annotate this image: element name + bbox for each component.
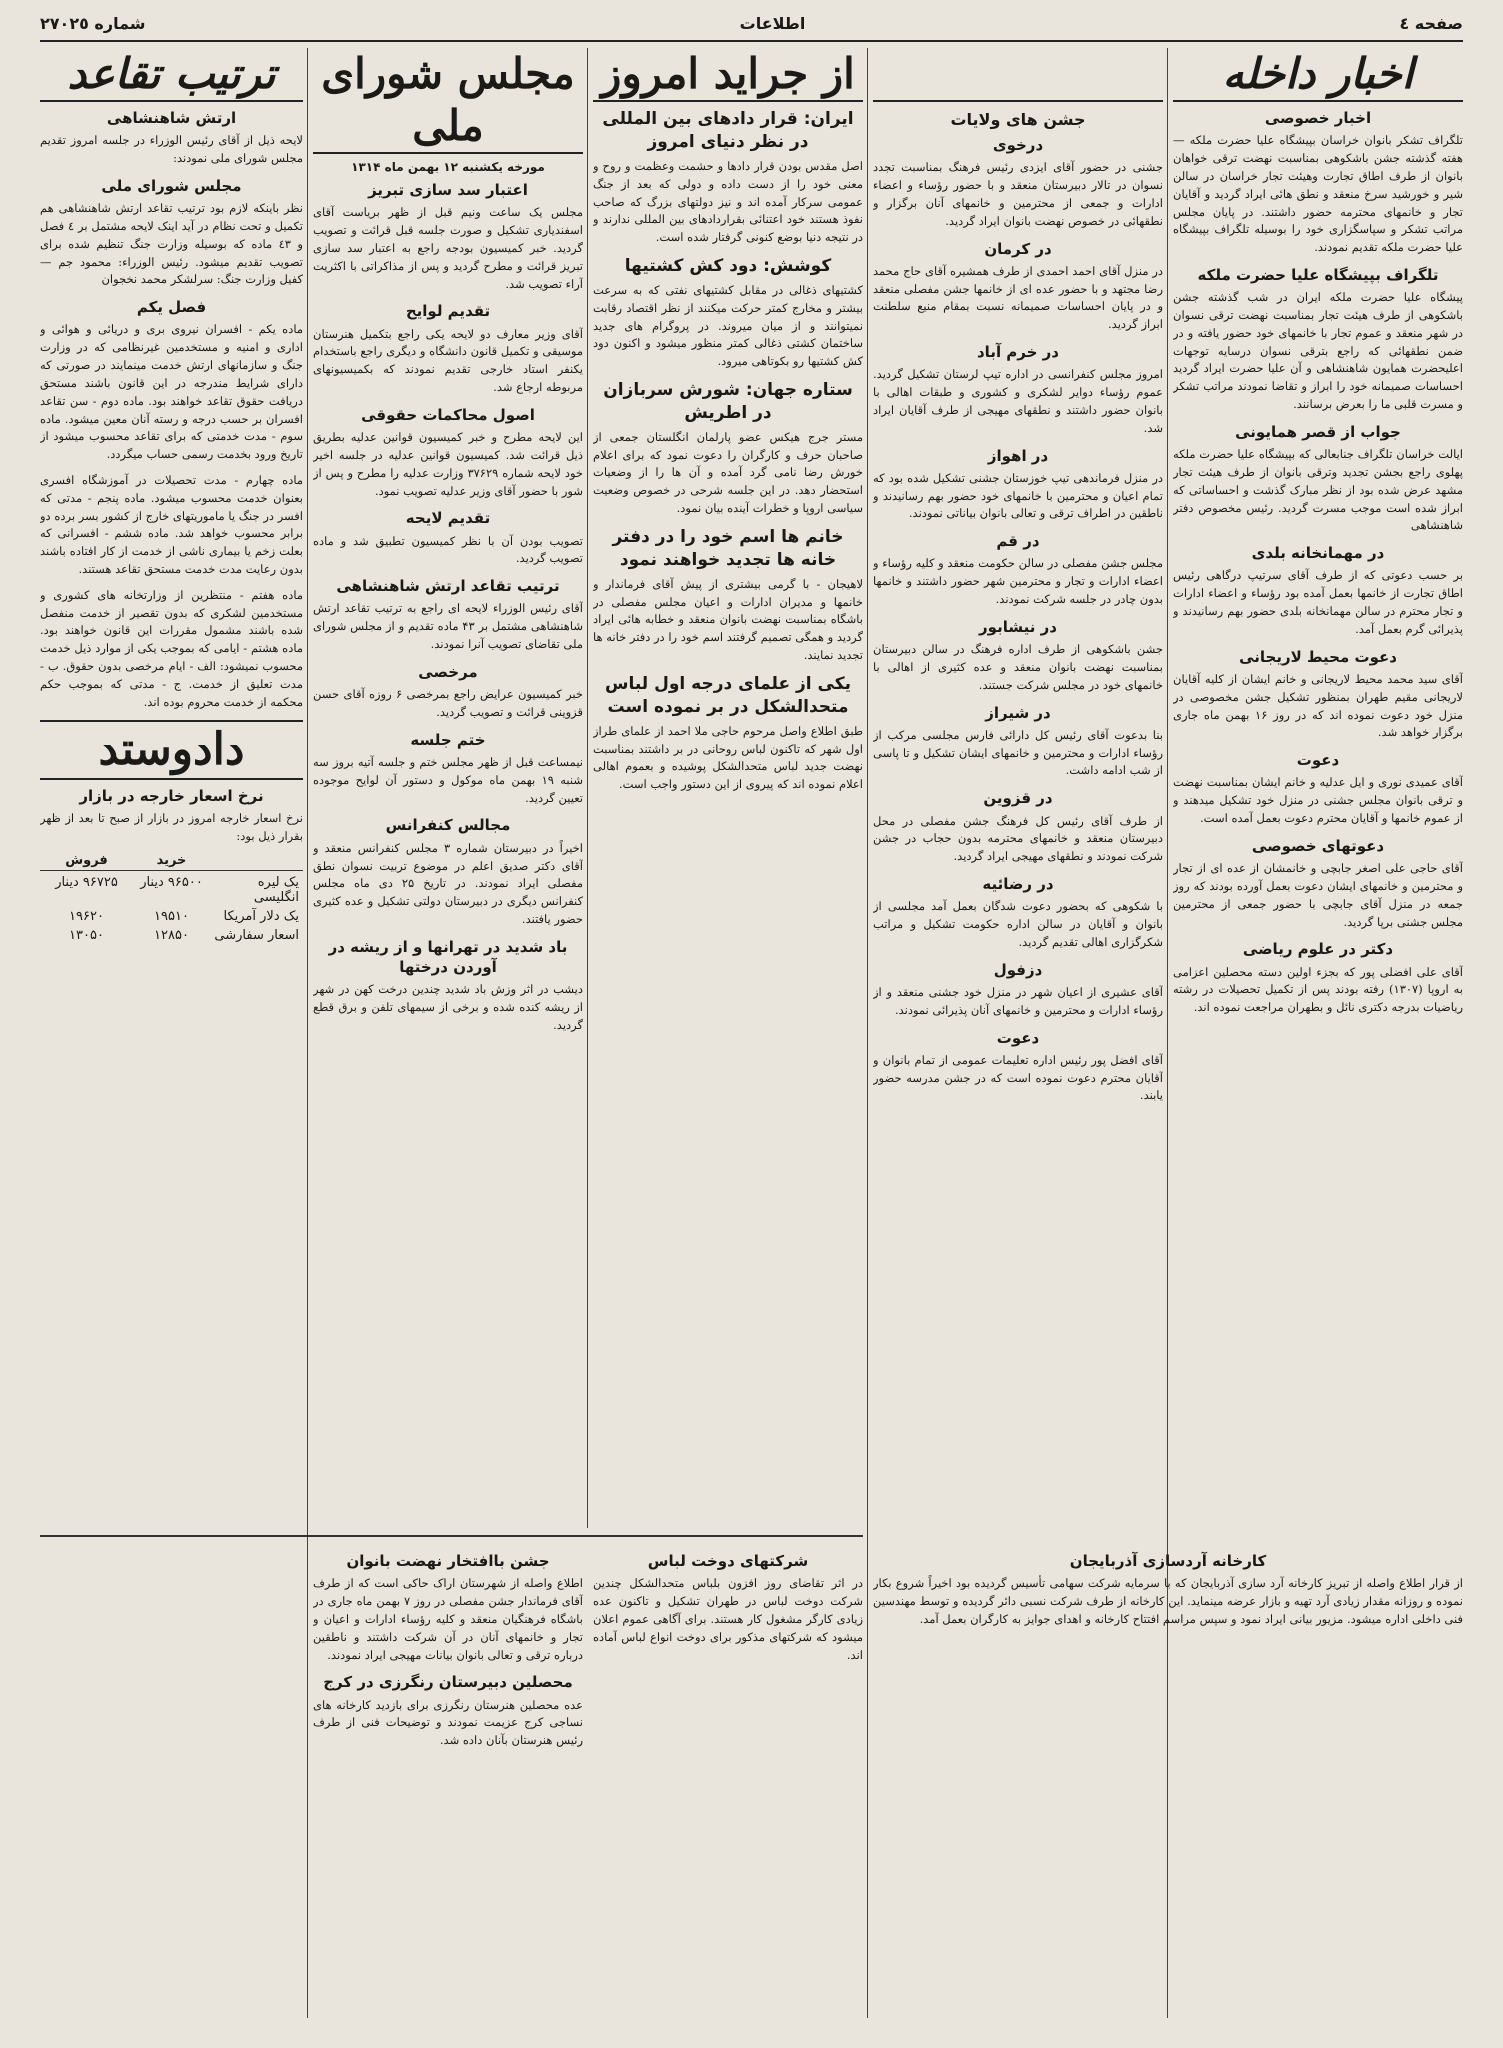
- column-jarayed: [593, 48, 863, 1528]
- article: [593, 255, 863, 371]
- article-title: تلگراف بپیشگاه علیا حضرت ملکه: [1197, 265, 1439, 284]
- article-title: جشن باافتخار نهضت بانوان: [346, 1552, 550, 1570]
- article-title: دعوت: [1296, 751, 1340, 770]
- paper-name: اطلاعات: [739, 13, 806, 33]
- article: [593, 379, 863, 518]
- article: [40, 587, 303, 712]
- column-velayat: [873, 104, 1163, 1528]
- article-title: مرخصی: [418, 662, 478, 681]
- article-body: مستر جرج هیکس عضو پارلمان انگلستان جمعی از صاحبان حرف و کارگران را دعوت نمود که برای اعلام خورش رضا نامی گرد آمده و آن ها را از وضعیات استحضار دهد. در این جلسه شرحی در خصوص وضعیت سیاسی اروپا و خطرات آینده بیان نمود.: [593, 429, 863, 516]
- article-body: ماده چهارم - مدت تحصیلات در آموزشگاه افسری بعنوان خدمت محسوب میشود. ماده پنجم - مدتی که افسر در جنگ یا ماموریتهای خارج از کشور بسر برده دو برابر محسوب خواهد شد. ماده ششم - افسرانی که بعلت زخم یا بیماری ناشی از خدمت از کار افتاده باشند بدون رعایت مدت خدمت مستحق تقاعد هستند.: [40, 472, 303, 576]
- article-title: ارتش شاهنشاهی: [106, 109, 237, 127]
- article-title: ایران: قرار دادهای بین المللی در نظر دنیای امروز: [602, 109, 854, 152]
- article-body: اطلاع واصله از شهرستان اراک حاکی است که از طرف آقای فرماندار جشن مفصلی در روز ۷ بهمن ماه جاری در باشگاه فرهنگیان منعقد و کلیه رؤساء ادارات و اعیان و تجار و خانمهای آنان در آن شرکت داشتند و ناطقین درباره ترقی و تعالی بانوان بیانات مهیجی ایراد نمودند.: [313, 1576, 583, 1662]
- article-title: در قم: [996, 532, 1040, 551]
- rate-buy: ۹۶۵۰۰ دینار: [140, 875, 203, 891]
- dadosetad-title: دادوستد: [40, 720, 303, 780]
- article-title: درخوی: [992, 136, 1044, 154]
- article: [593, 526, 863, 665]
- rate-buy: ۱۹۵۱۰: [154, 909, 189, 925]
- article-body: خبر کمیسیون عرایض راجع بمرخصی ۶ روزه آقای حسن قزوینی قرائت و تصویب گردید.: [313, 687, 583, 719]
- article: [1173, 108, 1463, 257]
- page-number: صفحه ٤: [1399, 13, 1463, 33]
- rates-header-sell: فروش: [65, 853, 108, 869]
- article: [313, 576, 583, 654]
- majles-masthead: مجلس شورای ملی: [313, 48, 583, 154]
- column-rule: [307, 48, 308, 2018]
- article-title: باد شدید در تهرانها و از ریشه در آوردن درختها: [328, 937, 568, 976]
- article-body: دیشب در اثر وزش باد شدید چندین درخت کهن در شهر از ریشه کنده شده و برخی از سیمهای تلفن و برق قطع گردید.: [313, 982, 583, 1032]
- article-body: آقای حاجی علی اصغر جابچی و خانمشان از عده ای از تجار و محترمین و خانمهای ایشان دعوت بعمل آورده بودند که روز جمعه در منزل آقای جابچی با حضور جمعی از محترمین مجلس جشنی برپا گردید.: [1173, 861, 1463, 929]
- bottom-column-1: [313, 1545, 583, 2015]
- article-body: آقای وزیر معارف دو لایحه یکی راجع بتکمیل هنرستان موسیقی و تکمیل قانون دانشگاه و دیگری راجع باستخدام یکنفر استاد خارجی تقدیم نمودند که بکمیسیونهای مربوطه ارجاع شد.: [313, 326, 583, 394]
- article: [40, 176, 303, 289]
- article: [313, 662, 583, 722]
- article: [1173, 647, 1463, 743]
- article-body: مجلس یک ساعت ونیم قبل از ظهر بریاست آقای اسفندیاری تشکیل و صورت جلسه قبل قرائت و تصویب گردید. خبر کمیسیون بودجه راجع به اعتبار سد سازی تبریز قرائت و مطرح گردید و پس از مذاکراتی با اکثریت آراء تصویب شد.: [313, 205, 583, 291]
- article-title: دعوت: [996, 1028, 1040, 1047]
- article-body: جشنی در حضور آقای ایزدی رئیس فرهنگ بمناسبت تجدد نسوان در تالار دبیرستان منعقد و با حضور رؤساء و اعضاء ادارات و جمعی از محترمین و خانمهای آنان برگزار و نطقهائی در خصوص نهضت بانوان ایراد گردید.: [873, 160, 1163, 228]
- article-body: ایالت خراسان تلگراف جنابعالی که بپیشگاه علیا حضرت ملکه پهلوی راجع بجشن تجدید وترقی بانوان از طرف هیئت تجار مشهد عرض شده بود از نظر مبارک گذشت و احساساتی که ابراز شده است موجب مسرت گردید. رئیس مخصوص دفتر شاهنشاهی: [1173, 447, 1463, 533]
- article-body: امروز مجلس کنفرانسی در اداره تیپ لرستان تشکیل گردید. عموم رؤساء دوایر لشکری و کشوری و طبقات اهالی با بانوان حضور داشتند و نطقهای مهیجی از طرف آقایان ایراد شد.: [873, 367, 1163, 435]
- article-title: تقدیم لایحه: [405, 509, 491, 528]
- article-title: اخبار خصوصی: [1264, 109, 1372, 127]
- article-body: آقای عمیدی نوری و ایل عدلیه و خانم ایشان بمناسبت نهضت و ترقی بانوان مجلس جشنی در منزل خود تشکیل میدهند و از عموم خانمها و آقایان محترم دعوت بعمل آمده است.: [1173, 775, 1463, 826]
- article-title: محصلین دبیرستان رنگرزی در کرج: [323, 1673, 573, 1692]
- article: [873, 874, 1163, 952]
- rate-row: [40, 873, 303, 907]
- article-body: تصویب بودن آن با نظر کمیسیون تطبیق شد و ماده تصویب گردید.: [313, 533, 583, 566]
- article: [873, 960, 1163, 1020]
- article: [873, 1551, 1463, 1629]
- article-title: در خرم آباد: [976, 343, 1060, 361]
- article: [1173, 750, 1463, 828]
- article-body: آقای علی افضلی پور که بجزء اولین دسته محصلین اعزامی به اروپا (۱۳۰۷) رفته بودند پس از تکمیل تحصیلات در رشته ریاضیات بدرجه دکتری نائل و بطهران مراجعت نموده اند.: [1173, 964, 1463, 1015]
- article-body: با شکوهی که بحضور دعوت شدگان بعمل آمد مجلسی از بانوان و آقایان در سالن اداره حکومت تشکیل و مراتب شکرگزاری اهالی تقدیم گردید.: [873, 899, 1163, 949]
- rate-sell: ۱۳۰۵۰: [69, 928, 104, 944]
- article-body: آقای سید محمد محیط لاریجانی و خانم ایشان از کلیه آقایان لاریجانی مقیم طهران بمنظور تشکیل جشن مخصوصی در منزل خود دعوت نموده اند که در روز ۱۶ بهمن ماه جاری برگزار خواهد شد.: [1173, 671, 1463, 740]
- rate-row: [40, 907, 303, 926]
- article-body: لایحه ذیل از آقای رئیس الوزراء در جلسه امروز تقدیم مجلس شورای ملی نمودند:: [40, 133, 303, 166]
- dadosetad-note: نرخ اسعار خارجه امروز در بازار از صبح تا بعد از ظهر بقرار ذیل بود:: [40, 810, 303, 843]
- rate-item: اسعار سفارشی: [214, 928, 299, 944]
- article-body: ماده یکم - افسران نیروی بری و دریائی و هوائی و اداری و امنیه و مستخدمین غیرنظامی که در وزارت جنگ و سازمانهای ارتش خدمت مینمایند در صورتی که دارای شرایط مندرجه در این قانون باشند مستحق دریافت حقوق تقاعد خواهند بود. ماده دوم - سن تقاعد افسران بر حسب درجه و رسته آنان معین میشود. ماده سوم - مدت خدمتی که برای تقاعد محسوب میشود از تاریخ ورود بخدمت رسمی حساب میگردد.: [40, 322, 303, 462]
- article-body: نیمساعت قبل از ظهر مجلس ختم و جلسه آتیه بروز سه شنبه ۱۹ بهمن ماه موکول و دستور آن لوایح موجوده تعیین گردید.: [313, 755, 583, 805]
- jarayed-masthead: از جراید امروز: [593, 48, 863, 102]
- rates-header-item: [214, 853, 299, 868]
- article-body: مجلس جشن مفصلی در سالن حکومت منعقد و کلیه رؤساء و اعضاء ادارات و تجار و محترمین شهر حضور داشتند و خانمها بدون چادر در جلسه شرکت نمودند.: [873, 556, 1163, 607]
- article: [40, 297, 303, 464]
- rate-sell: ۱۹۶۲۰: [69, 909, 104, 925]
- article: [313, 301, 583, 397]
- article: [313, 815, 583, 928]
- article-title: در نیشابور: [979, 617, 1057, 636]
- article: [1173, 265, 1463, 414]
- akhbar-masthead: اخبار داخله: [1173, 48, 1463, 102]
- article-title: ختم جلسه: [410, 730, 486, 749]
- rates-header-row: [40, 851, 303, 871]
- article-title: دکتر در علوم ریاضی: [1242, 940, 1394, 959]
- velayat-masthead-rule: [873, 48, 1163, 102]
- article-body: نظر باینکه لازم بود ترتیب تقاعد ارتش شاهنشاهی هم تکمیل و تحت نظام در آید اینک لایحه مشتمل بر ٤ فصل و ٤٣ ماده که بوسیله وزارت جنگ تنظیم شده برای تصویب تقدیم میشود. رئیس الوزراء: محمود جم — کفیل وزارت جنگ: سرلشکر محمد نخجوان: [40, 201, 303, 287]
- article: [1173, 422, 1463, 535]
- article: [593, 1551, 863, 1664]
- article-body: بنا بدعوت آقای رئیس کل دارائی فارس مجلسی مرکب از رؤساء ادارات و محترمین و خانمهای ایشان تشکیل و تا پاسی از شب ادامه داشت.: [873, 727, 1163, 778]
- article: [1173, 543, 1463, 639]
- bottom-column-3: [873, 1545, 1463, 2015]
- article-body: عده محصلین هنرستان رنگرزی برای بازدید کارخانه های نساجی کرج عزیمت نمودند و توضیحات فنی از طرف رئیس هنرستان بآنان داده شد.: [313, 1697, 583, 1748]
- article-title: در قزوین: [983, 789, 1053, 808]
- article-title: در اهواز: [987, 446, 1049, 465]
- article-title: شرکتهای دوخت لباس: [647, 1552, 809, 1570]
- article: [873, 531, 1163, 609]
- article: [873, 239, 1163, 335]
- article-title: کوشش: دود کش کشتیها: [624, 255, 832, 276]
- article-title: در شیراز: [985, 703, 1051, 722]
- column-rule: [867, 48, 868, 2018]
- velayat-subhead: جشن های ولایات: [950, 110, 1086, 129]
- issue-number: شماره ٢٧٠٢٥: [40, 13, 146, 33]
- rates-header-buy: خرید: [156, 853, 187, 869]
- article-body: این لایحه مطرح و خبر کمیسیون قوانین عدلیه بطریق ذیل قرائت شد. کمیسیون قوانین عدلیه در جلسه اخیر خود لایحه شماره ۳۷۶۲۹ وزارت عدلیه را مطرح و پس از شور با حضور آقای وزیر عدلیه تصویب نمود.: [313, 430, 583, 498]
- article-title: ستاره جهان: شورش سربازان در اطریش: [603, 379, 853, 423]
- article-title: اصول محاکمات حقوقی: [361, 405, 535, 424]
- article-body: اخیراً در دبیرستان شماره ۳ مجلس کنفرانس منعقد و آقای دکتر صدیق اعلم در موضوع تربیت نسوان نطق مفصلی ایراد نمودند. در تاریخ ۲۵ دی ماه مجلس کنفرانس دیگری در دبیرستان دولتی تشکیل و عده کثیری حضور یافتند.: [313, 840, 583, 926]
- article-body: ماده هفتم - منتظرین از وزارتخانه های کشوری و مستخدمین لشکری که بدون تقصیر از خدمت منفصل شده باشند مشمول مقررات این قانون خواهند بود. ماده هشتم - ایامی که بموجب یکی از موارد ذیل خدمت محسوب نمیشود: الف - ایام مرخصی بدون حقوق. ب - مدت تعلیق از خدمت. ج - مدتی که بموجب حکم محکمه از خدمت محروم بوده اند.: [40, 587, 303, 709]
- article-title: اعتبار سد سازی تبریز: [368, 181, 528, 199]
- article-title: در کرمان: [984, 239, 1052, 258]
- article-body: بر حسب دعوتی که از طرف آقای سرتیپ درگاهی رئیس اطاق تجارت از خانمها بعمل آمده بود رؤساء و اعضاء ادارات و تجار محترم در سالن مهمانخانه بلدی حضور بهم رسانیدند و پذیرائی گرم بعمل آمد.: [1173, 568, 1463, 636]
- page-header: [40, 6, 1463, 42]
- article: [873, 135, 1163, 231]
- article-title: در مهمانخانه بلدی: [1251, 544, 1385, 563]
- article: [313, 508, 583, 568]
- article-body: کشتیهای ذغالی در مقابل کشتیهای نفتی که به سرعت بیشتر و مخارج کمتر حرکت میکنند از نظر اقتصاد رقابت نمیتوانند و از میان میروند. در پروگرام های جدید ساختمان کشتی ذغالی کمتر منظور میشود و اکنون دود کش کشتیها رو بکوتاهی میرود.: [593, 282, 863, 369]
- rate-item: یک دلار آمریکا: [223, 909, 299, 925]
- article: [313, 1672, 583, 1750]
- article: [40, 108, 303, 168]
- article-body: در منزل آقای احمد احمدی از طرف همشیره آقای حاج محمد رضا مجتهد و با حضور عده ای از خانمها جشن مفصلی منعقد و در پایان احساسات صمیمانه نسبت بمقام منیع سلطنت ابراز گردید.: [873, 263, 1163, 332]
- article: [593, 673, 863, 794]
- article: [873, 703, 1163, 781]
- article: [873, 788, 1163, 866]
- article-title: یکی از علمای درجه اول لباس متحدالشکل در بر نموده است: [605, 673, 851, 717]
- article-title: جواب از قصر همایونی: [1235, 422, 1401, 441]
- article-body: در اثر تقاضای روز افزون بلباس متحدالشکل چندین شرکت دوخت لباس در طهران تشکیل و تاکنون عده زیادی کارگر مشغول کار هستند. برای آگاهی عموم اعلان میشود که شرکتهای مذکور برای دوخت انواع لباس آماده اند.: [593, 1576, 863, 1662]
- column-rule: [587, 48, 588, 1528]
- article-body: اصل مقدس بودن قرار دادها و حشمت وعظمت و روح و معنی خود را از دست داده و دولی که بعد از جنگ عمومی سرکار آمده اند و نیز دولتهای بزرگ که صاحب نفوذ هستند خود اعتنائی بقراردادهای بین المللی ندارند و در نتیجه دنیا بوضع کنونی گرفتار شده است.: [593, 158, 863, 245]
- article-body: آقای افضل پور رئیس اداره تعلیمات عمومی از تمام بانوان و آقایان محترم دعوت نموده است که در جشن مدرسه حضور یابند.: [873, 1052, 1163, 1103]
- exchange-rates-table: [40, 851, 303, 945]
- article: [313, 730, 583, 808]
- rate-buy: ۱۲۸۵۰: [154, 928, 189, 944]
- column-akhbar: [1173, 48, 1463, 1528]
- article: [873, 446, 1163, 524]
- article-body: تلگراف تشکر بانوان خراسان بپیشگاه علیا حضرت ملکه — هفته گذشته جشن باشکوهی بمناسبت نهضت ترقی خواهان بانوان از طرف اطاق تجارت وهیئت تجار خراسان در سالن شیر و خورشید سرخ منعقد و نطق هائی ایراد گردید و آقایان تجار و خانمهای محترمه حضور داشتند. در پایان مجلس مراتب تشکر و سپاسگزاری خود را بوسیله تلگراف بپیشگاه علیا حضرت ملکه تقدیم نمودند.: [1173, 133, 1463, 255]
- article: [873, 1028, 1163, 1106]
- article: [1173, 836, 1463, 932]
- article: [1173, 939, 1463, 1017]
- article: [313, 405, 583, 501]
- article-title: کارخانه آردسازی آذربایجان: [1069, 1552, 1267, 1570]
- article-title: در رضائیه: [982, 874, 1054, 893]
- article-body: لاهیجان - با گرمی بیشتری از پیش آقای فرماندار و خانمها و مدیران ادارات و اعیان مجلس مفصلی در باشگاه بمناسبت نهضت بانوان منعقد و خطابه هائی ایراد گردید و همگی تصمیم گرفتند اسم خود را در دفتر خانه ها تجدید نمایند.: [593, 576, 863, 662]
- article-body: از طرف آقای رئیس کل فرهنگ جشن مفصلی در محل دبیرستان منعقد و خانمهای محترمه بدون حجاب در جشن شرکت نمودند و نطقهای مهیجی ایراد گردید.: [873, 813, 1163, 864]
- article-body: آقای عشیری از اعیان شهر در منزل خود جشنی منعقد و از رؤساء ادارات و محترمین و خانمهای آنان پذیرائی نمودند.: [873, 984, 1163, 1017]
- article-title: خانم ها اسم خود را در دفتر خانه ها تجدید خواهند نمود: [612, 526, 844, 570]
- rate-row: [40, 926, 303, 945]
- article-title: تقدیم لوایح: [405, 302, 491, 321]
- taghaod-masthead: ترتیب تقاعد: [40, 48, 303, 102]
- article: [313, 937, 583, 1035]
- bottom-column-2: [593, 1545, 863, 2015]
- article-body: پیشگاه علیا حضرت ملکه ایران در شب گذشته جشن باشکوهی از طرف هیئت تجار بمناسبت نهضت ترقی نسوان در شهر منعقد و عموم تجار با خانمهای خود حضور یافته و در ضمن نطقهائی که راجع بترقی نسوان درسایه توجهات اعلیحضرت همایون شاهنشاهی و آن علیا حضرت ایراد گردید احساسات صمیمانه خود را ابراز و تقاضا نمودند مراتب تشکر و مسرت قلبی ما را بعرض برسانند.: [1173, 290, 1463, 412]
- article-title: ترتیب تقاعد ارتش شاهنشاهی: [336, 577, 560, 596]
- dadosetad-subtitle: نرخ اسعار خارجه در بازار: [79, 786, 264, 805]
- article: [40, 472, 303, 579]
- majles-dateline: مورخه یکشنبه ۱۲ بهمن ماه ۱۳۱۴: [351, 160, 545, 174]
- article-title: مجلس شورای ملی: [101, 176, 242, 195]
- article-body: در منزل فرماندهی تیپ خوزستان جشنی تشکیل شده بود که تمام اعیان و محترمین با خانمهای خود حضور بهم رسانیدند و ناطقین در اطراف ترقی و تعالی بانوان بیاناتی نمودند.: [873, 470, 1163, 521]
- article-title: دعوتهای خصوصی: [1251, 836, 1385, 855]
- article-body: آقای رئیس الوزراء لایحه ای راجع به ترتیب تقاعد ارتش شاهنشاهی مشتمل بر ۴۳ ماده تقدیم و از مجلس شورای ملی تقاضای تصویب آنرا نمودند.: [313, 601, 583, 652]
- article-title: دعوت محیط لاریجانی: [1239, 647, 1397, 666]
- article-title: فصل یکم: [136, 298, 207, 317]
- rate-item: یک لیره انگلیسی: [253, 875, 299, 906]
- article: [873, 342, 1163, 438]
- article-body: طبق اطلاع واصل مرحوم حاجی ملا احمد از علمای طراز اول شهر که تاکنون لباس روحانی در بر داشتند بمناسبت نهضت جدید لباس متحدالشکل پوشیده و بعموم اهالی اعلام نموده اند که پیروی از این دستور واجب است.: [593, 723, 863, 792]
- article: [313, 180, 583, 293]
- article: [593, 108, 863, 247]
- rate-sell: ۹۶۷۲۵ دینار: [55, 875, 118, 891]
- article-title: دزفول: [993, 960, 1043, 979]
- article-body: از قرار اطلاع واصله از تبریز کارخانه آرد سازی آذربایجان که با سرمایه شرکت سهامی تأسیس گردیده بود اخیراً شروع بکار نموده و روزانه مقدار زیادی آرد تهیه و بازار عرضه مینماید. این کارخانه از طرف شرکت نسبی دائر گردیده و توسط مهندسین فنی داخلی اداره میشود. مزیور بیانی ایراد نمود و سپس مراسم افتتاح کارخانه و اهدای جوایز به کارگران بعمل آمد.: [873, 1576, 1463, 1626]
- article: [313, 1551, 583, 1664]
- article-title: مجالس کنفرانس: [385, 816, 511, 835]
- article-body: جشن باشکوهی از طرف اداره فرهنگ در سالن دبیرستان بمناسبت نهضت بانوان منعقد و عده کثیری از اهالی با خانمهای خود در مجلس شرکت جستند.: [873, 642, 1163, 692]
- column-majles: [313, 48, 583, 1528]
- article: [873, 617, 1163, 695]
- column-taghaod: [40, 48, 303, 2018]
